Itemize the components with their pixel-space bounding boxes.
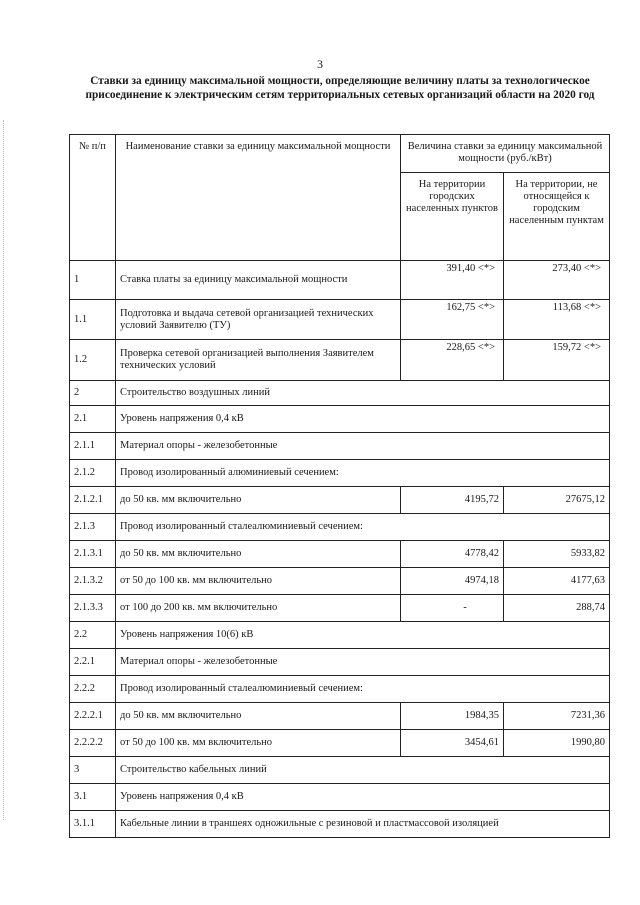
table-row (70, 340, 610, 381)
row-value-urban: 4778,42 (401, 541, 504, 568)
row-num: 2.1.3.3 (70, 595, 116, 622)
row-num: 2.1 (70, 406, 116, 433)
row-num: 2.1.2.1 (70, 487, 116, 514)
row-value-rural: 7231,36 (504, 703, 610, 730)
row-value-rural: 27675,12 (504, 487, 610, 514)
row-value-rural: 4177,63 (504, 568, 610, 595)
row-value-urban: 4974,18 (401, 568, 504, 595)
row-num: 3 (70, 757, 116, 784)
row-value-rural: 5933,82 (504, 541, 610, 568)
table-row (70, 433, 610, 460)
table-row (70, 676, 610, 703)
row-name: Уровень напряжения 10(6) кВ (116, 622, 610, 649)
table-row (70, 487, 610, 514)
row-num: 2.1.3.2 (70, 568, 116, 595)
header-name: Наименование ставки за единицу максимальной мощности (116, 135, 401, 261)
row-name: Строительство воздушных линий (116, 381, 610, 406)
row-value-urban: 391,40 <*> (401, 261, 504, 300)
document-title: Ставки за единицу максимальной мощности, определяющие величину платы за технологическое присоединение к электрическим сетям территориальных сетевых организаций области на 2020 год (85, 75, 595, 101)
table-row (70, 595, 610, 622)
row-value-rural: 1990,80 (504, 730, 610, 757)
row-num: 1 (70, 261, 116, 300)
table-row (70, 300, 610, 340)
row-name: Провод изолированный алюминиевый сечением: (116, 460, 610, 487)
row-name: Кабельные линии в траншеях одножильные с резиновой и пластмассовой изоляцией (116, 811, 610, 838)
header-num: № п/п (70, 135, 116, 261)
row-name: Материал опоры - железобетонные (116, 433, 610, 460)
row-num: 3.1.1 (70, 811, 116, 838)
row-num: 2.2.1 (70, 649, 116, 676)
row-name: до 50 кв. мм включительно (116, 541, 401, 568)
row-name: Уровень напряжения 0,4 кВ (116, 784, 610, 811)
row-value-urban: 162,75 <*> (401, 300, 504, 340)
row-name: Строительство кабельных линий (116, 757, 610, 784)
table-row (70, 649, 610, 676)
tariff-table (69, 134, 610, 838)
row-value-urban: 1984,35 (401, 703, 504, 730)
table-row (70, 622, 610, 649)
row-name: Провод изолированный сталеалюминиевый сечением: (116, 676, 610, 703)
row-num: 2.2.2.2 (70, 730, 116, 757)
page-number: 3 (317, 57, 323, 71)
row-value-rural: 113,68 <*> (504, 300, 610, 340)
row-name: Ставка платы за единицу максимальной мощности (116, 261, 401, 300)
table-row (70, 730, 610, 757)
table-row (70, 811, 610, 838)
row-name: до 50 кв. мм включительно (116, 703, 401, 730)
header-rural: На территории, не относящейся к городским населенным пунктам (504, 173, 610, 261)
row-name: Уровень напряжения 0,4 кВ (116, 406, 610, 433)
table-row (70, 757, 610, 784)
row-name: от 50 до 100 кв. мм включительно (116, 568, 401, 595)
table-row (70, 514, 610, 541)
row-num: 2.2.2 (70, 676, 116, 703)
table-row (70, 381, 610, 406)
row-value-urban: - (401, 595, 504, 622)
row-num: 1.2 (70, 340, 116, 381)
table-row (70, 541, 610, 568)
row-value-urban: 228,65 <*> (401, 340, 504, 381)
table-row (70, 406, 610, 433)
row-value-rural: 159,72 <*> (504, 340, 610, 381)
row-num: 3.1 (70, 784, 116, 811)
row-num: 2.1.3.1 (70, 541, 116, 568)
table-row (70, 460, 610, 487)
row-num: 2.1.2 (70, 460, 116, 487)
row-value-rural: 273,40 <*> (504, 261, 610, 300)
row-num: 2 (70, 381, 116, 406)
row-name: до 50 кв. мм включительно (116, 487, 401, 514)
table-row (70, 568, 610, 595)
row-name: Подготовка и выдача сетевой организацией технических условий Заявителю (ТУ) (116, 300, 401, 340)
row-value-urban: 4195,72 (401, 487, 504, 514)
row-name: от 100 до 200 кв. мм включительно (116, 595, 401, 622)
row-name: от 50 до 100 кв. мм включительно (116, 730, 401, 757)
row-num: 1.1 (70, 300, 116, 340)
table-row (70, 703, 610, 730)
margin-binding-mark (3, 120, 8, 820)
row-name: Материал опоры - железобетонные (116, 649, 610, 676)
row-name: Проверка сетевой организацией выполнения Заявителем технических условий (116, 340, 401, 381)
row-num: 2.2.2.1 (70, 703, 116, 730)
row-num: 2.2 (70, 622, 116, 649)
row-name: Провод изолированный сталеалюминиевый сечением: (116, 514, 610, 541)
row-num: 2.1.1 (70, 433, 116, 460)
table-row (70, 261, 610, 300)
header-urban: На территории городских населенных пунктов (401, 173, 504, 261)
row-value-urban: 3454,61 (401, 730, 504, 757)
header-rate-group: Величина ставки за единицу максимальной мощности (руб./кВт) (401, 135, 610, 173)
row-num: 2.1.3 (70, 514, 116, 541)
row-value-rural: 288,74 (504, 595, 610, 622)
table-row (70, 784, 610, 811)
